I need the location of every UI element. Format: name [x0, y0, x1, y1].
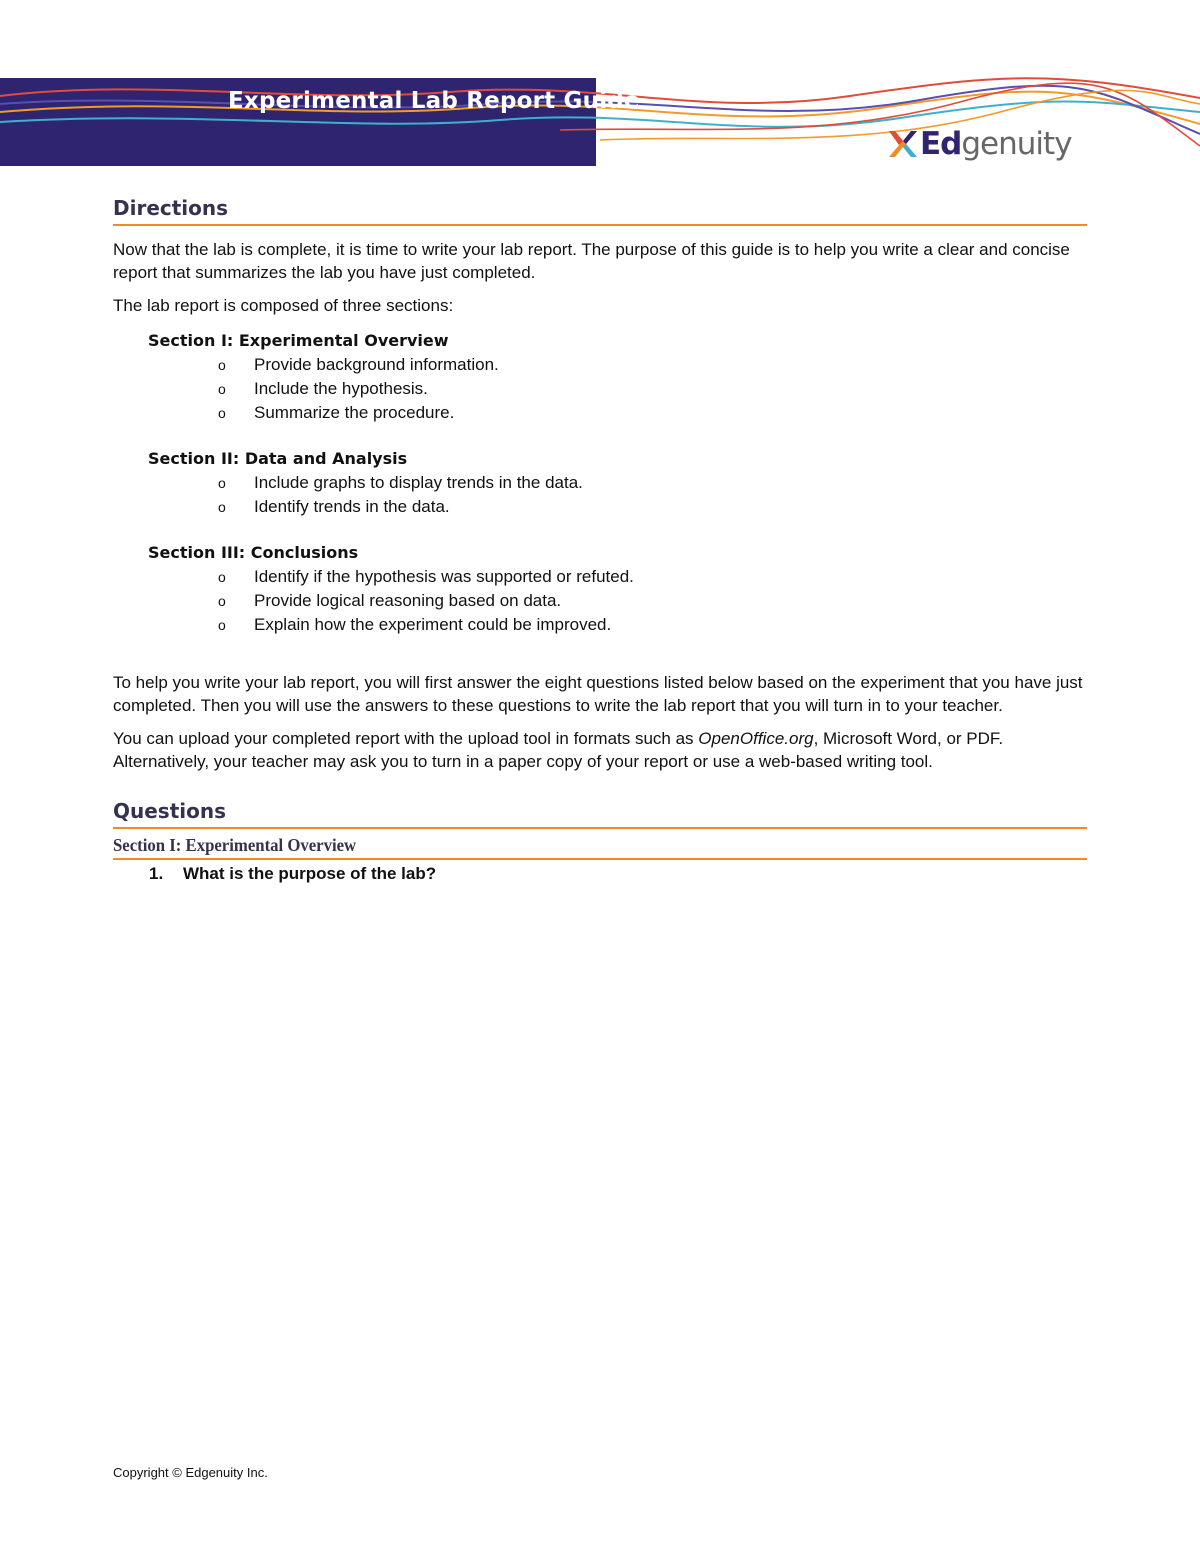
- copyright-footer: Copyright © Edgenuity Inc.: [113, 1465, 268, 1480]
- logo-wordmark: Edgenuity: [920, 126, 1072, 162]
- bullet-marker: o: [218, 569, 226, 585]
- edgenuity-x-icon: [886, 127, 918, 161]
- bullet-marker: o: [218, 617, 226, 633]
- upload-paragraph: You can upload your completed report with the upload tool in formats such as OpenOffice.org, Microsoft Word, or PDF. Alternatively, your teacher may ask you to turn in a paper copy of your report or use a web-based writing tool.: [113, 729, 1004, 771]
- list-item: o Provide background information.: [218, 353, 1087, 377]
- list-item: o Include graphs to display trends in the data.: [218, 471, 1087, 495]
- list-item: o Explain how the experiment could be improved.: [218, 613, 1087, 637]
- section-3-block: [148, 541, 1087, 637]
- document-body: [113, 196, 1087, 886]
- list-item: o Include the hypothesis.: [218, 377, 1087, 401]
- section-title: Section I: Experimental Overview: [148, 331, 449, 350]
- questions-block: [113, 799, 1087, 886]
- section-1-block: [148, 329, 1087, 425]
- bullet-marker: o: [218, 475, 226, 491]
- sections-intro: The lab report is composed of three sections:: [113, 296, 454, 315]
- list-item: o Identify trends in the data.: [218, 495, 1087, 519]
- directions-heading: Directions: [113, 196, 1087, 226]
- questions-heading: Questions: [113, 799, 1087, 829]
- section-title: Section III: Conclusions: [148, 543, 359, 562]
- edgenuity-logo: [886, 122, 1072, 166]
- list-item: o Summarize the procedure.: [218, 401, 1087, 425]
- page-header: [0, 0, 1200, 170]
- question-text: What is the purpose of the lab?: [183, 864, 437, 883]
- document-title: Experimental Lab Report Guide: [228, 88, 640, 114]
- bullet-marker: o: [218, 405, 226, 421]
- section-title: Section II: Data and Analysis: [148, 449, 408, 468]
- questions-subsection: [113, 829, 1087, 860]
- question-item: [113, 862, 1087, 886]
- bullet-list: [148, 353, 1087, 425]
- bullet-marker: o: [218, 499, 226, 515]
- intro-paragraph: Now that the lab is complete, it is time to write your lab report. The purpose of this guide is to help you write a clear and concise report that summarizes the lab you have just completed.: [113, 240, 1070, 282]
- bullet-marker: o: [218, 593, 226, 609]
- list-item: o Identify if the hypothesis was supported or refuted.: [218, 565, 1087, 589]
- question-number: 1.: [149, 864, 164, 883]
- bullet-list: [148, 565, 1087, 637]
- bullet-marker: o: [218, 381, 226, 397]
- subsection-title: Section I: Experimental Overview: [113, 835, 357, 855]
- section-2-block: [148, 447, 1087, 519]
- bullet-marker: o: [218, 357, 226, 373]
- list-item: o Provide logical reasoning based on data.: [218, 589, 1087, 613]
- closing-paragraph: To help you write your lab report, you will first answer the eight questions listed below based on the experiment that you have just completed. Then you will use the answers to these questions to write the lab report that you will turn in to your teacher.: [113, 673, 1083, 715]
- bullet-list: [148, 471, 1087, 519]
